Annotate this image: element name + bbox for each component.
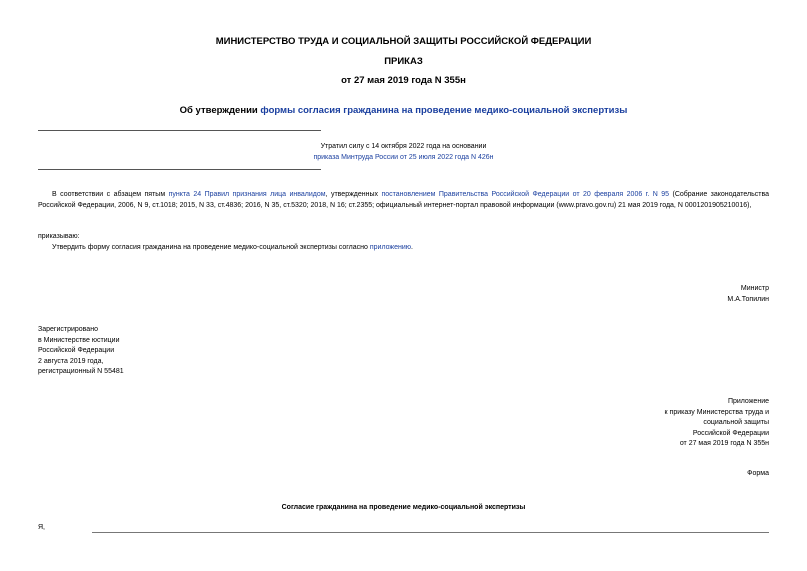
- ministry-heading: МИНИСТЕРСТВО ТРУДА И СОЦИАЛЬНОЙ ЗАЩИТЫ РОССИЙСКОЙ ФЕДЕРАЦИИ: [215, 36, 592, 47]
- signature-name: М.А.Топилин: [727, 296, 769, 303]
- appendix-line: социальной защиты: [703, 419, 769, 426]
- form-fill-line[interactable]: [92, 532, 769, 533]
- p1-decree-link[interactable]: постановлением Правительства Российской Федерации от 20 февраля 2006 г. N 95: [381, 191, 670, 198]
- registration-line: 2 августа 2019 года,: [38, 357, 104, 365]
- signature-position: Министр: [740, 285, 769, 292]
- notice-line: Утратил силу с 14 октября 2022 года на основании: [320, 143, 487, 150]
- doc-date-number: от 27 мая 2019 года N 355н: [341, 75, 466, 86]
- title-prefix: Об утверждении: [179, 105, 261, 116]
- registration-line: регистрационный N 55481: [38, 368, 124, 375]
- doc-type-heading: ПРИКАЗ: [384, 56, 423, 67]
- p2-appendix-link[interactable]: приложению: [369, 244, 412, 251]
- registration-line: в Министерстве юстиции: [38, 336, 120, 344]
- form-label: Форма: [747, 470, 769, 477]
- notice-link[interactable]: приказа Минтруда России от 25 июля 2022 года N 426н: [313, 154, 494, 161]
- p1-rules-link[interactable]: пункта 24 Правил признания лица инвалидом: [168, 191, 326, 198]
- p1-text-a: В соответствии с абзацем пятым: [52, 191, 169, 198]
- notice-bottom-divider: [38, 169, 321, 170]
- registration-block: [38, 325, 124, 378]
- body-paragraph-2: [52, 243, 413, 254]
- body-paragraph-1: [38, 190, 769, 211]
- p1-text-c: (Собрание законодательства Российской Федерации, 2006, N 9, ст.1018; 2015, N 33, ст.4836; 2016, N 35, ст.5320; 2018, N 16; ст.2355; официальный интернет-портал правовой информации (www.pravo.gov.ru) 21 мая 2019 года, N 0001201905210016),: [38, 191, 769, 209]
- title-form-link[interactable]: формы согласия гражданина на проведение медико-социальной экспертизы: [260, 105, 628, 116]
- p2-text-b: .: [411, 244, 413, 251]
- registration-line: Российской Федерации: [38, 347, 115, 354]
- appendix-line: от 27 мая 2019 года N 355н: [679, 440, 769, 447]
- registration-line: Зарегистрировано: [38, 326, 98, 333]
- appendix-line: к приказу Министерства труда и: [664, 408, 769, 416]
- p2-text-a: Утвердить форму согласия гражданина на проведение медико-социальной экспертизы согласно: [52, 244, 370, 251]
- appendix-block: [665, 397, 769, 450]
- order-word: приказываю:: [38, 233, 80, 240]
- p1-text-b: , утвержденных: [325, 191, 382, 198]
- notice-top-divider: [38, 130, 321, 131]
- document-title: [0, 105, 807, 116]
- appendix-line: Приложение: [727, 398, 769, 405]
- form-title: Согласие гражданина на проведение медико-социальной экспертизы: [281, 504, 526, 511]
- appendix-line: Российской Федерации: [692, 429, 769, 437]
- form-ya-label: Я,: [38, 524, 45, 531]
